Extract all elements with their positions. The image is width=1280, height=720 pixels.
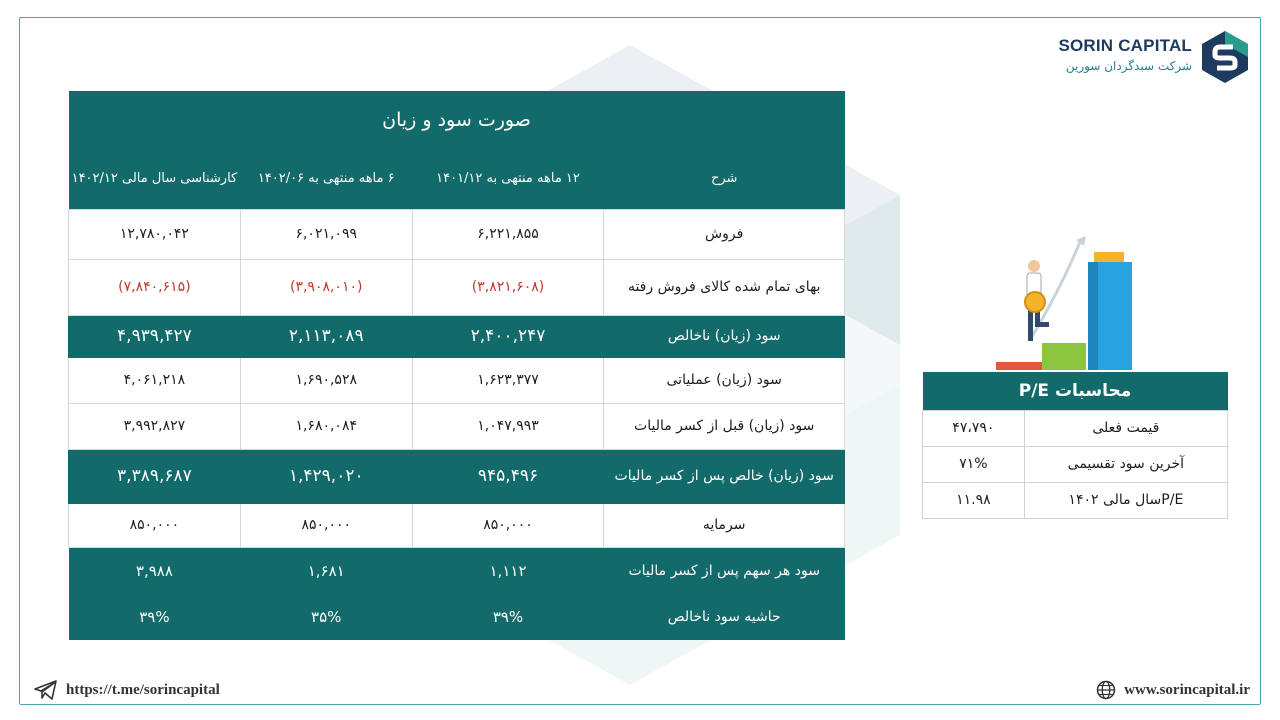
brand-subtitle: شرکت سبدگردان سورین bbox=[1065, 59, 1192, 73]
table-row-capital bbox=[69, 503, 845, 547]
row-value: ۱۲,۷۸۰,۰۴۲ bbox=[69, 209, 241, 259]
header-label: شرح bbox=[604, 148, 845, 209]
row-value: ۳۹% bbox=[69, 594, 241, 640]
row-value: ۱,۰۴۷,۹۹۳ bbox=[412, 403, 604, 449]
table-row-net-profit bbox=[69, 449, 845, 503]
row-value: ۹۴۵,۴۹۶ bbox=[412, 449, 604, 503]
row-value: ۸۵۰,۰۰۰ bbox=[412, 503, 604, 547]
row-value: ۴,۹۳۹,۴۲۷ bbox=[69, 315, 241, 357]
pe-calculation-table bbox=[922, 372, 1228, 519]
row-value: ۶,۰۲۱,۰۹۹ bbox=[240, 209, 412, 259]
table-row-operating-profit bbox=[69, 357, 845, 403]
row-label: فروش bbox=[604, 209, 845, 259]
row-value: ۸۵۰,۰۰۰ bbox=[69, 503, 241, 547]
row-label: سود (زیان) قبل از کسر مالیات bbox=[604, 403, 845, 449]
row-value: ۴,۰۶۱,۲۱۸ bbox=[69, 357, 241, 403]
row-value: ۸۵۰,۰۰۰ bbox=[240, 503, 412, 547]
row-value: ۳,۹۸۸ bbox=[69, 547, 241, 594]
pe-row-value: ۷۱% bbox=[923, 446, 1025, 482]
row-value: ۳۹% bbox=[412, 594, 604, 640]
pe-row-value: ۴۷،۷۹۰ bbox=[923, 410, 1025, 446]
hexagon-logo-icon bbox=[1200, 30, 1250, 84]
row-label: سرمایه bbox=[604, 503, 845, 547]
row-value: ۲,۴۰۰,۲۴۷ bbox=[412, 315, 604, 357]
income-statement-table bbox=[68, 91, 845, 640]
row-value: ۱,۱۱۲ bbox=[412, 547, 604, 594]
pe-row bbox=[923, 446, 1228, 482]
row-value: ۳,۹۹۲,۸۲۷ bbox=[69, 403, 241, 449]
website-url[interactable]: www.sorincapital.ir bbox=[1124, 681, 1250, 698]
row-value: ۱,۶۲۳,۳۷۷ bbox=[412, 357, 604, 403]
table-title: صورت سود و زیان bbox=[69, 91, 845, 148]
table-row-gross-profit bbox=[69, 315, 845, 357]
row-value-negative: (۳,۹۰۸,۰۱۰) bbox=[240, 259, 412, 315]
globe-icon bbox=[1096, 680, 1116, 700]
row-label: بهای تمام شده کالای فروش رفته bbox=[604, 259, 845, 315]
header-col2: ۶ ماهه منتهی به ۱۴۰۲/۰۶ bbox=[240, 148, 412, 209]
row-value-negative: (۳,۸۲۱,۶۰۸) bbox=[412, 259, 604, 315]
row-value: ۳,۳۸۹,۶۸۷ bbox=[69, 449, 241, 503]
pe-row-label: P/Eسال مالی ۱۴۰۲ bbox=[1024, 482, 1227, 518]
table-row-gross-margin bbox=[69, 594, 845, 640]
pe-table-title: محاسبات P/E bbox=[923, 372, 1228, 410]
table-row-pretax-profit bbox=[69, 403, 845, 449]
website-link[interactable] bbox=[1096, 680, 1250, 700]
brand-name: SORIN CAPITAL bbox=[1058, 36, 1192, 55]
header-col1: ۱۲ ماهه منتهی به ۱۴۰۱/۱۲ bbox=[412, 148, 604, 209]
row-value: ۱,۴۲۹,۰۲۰ bbox=[240, 449, 412, 503]
telegram-icon bbox=[34, 680, 58, 700]
pe-row-label: آخرین سود تقسیمی bbox=[1024, 446, 1227, 482]
telegram-url[interactable]: https://t.me/sorincapital bbox=[66, 681, 220, 698]
row-value: ۲,۱۱۳,۰۸۹ bbox=[240, 315, 412, 357]
pe-row-label: قیمت فعلی bbox=[1024, 410, 1227, 446]
row-label: سود (زیان) خالص پس از کسر مالیات bbox=[604, 449, 845, 503]
growth-illustration bbox=[990, 230, 1135, 372]
telegram-link[interactable] bbox=[34, 680, 220, 700]
company-logo bbox=[1060, 30, 1250, 84]
row-label: سود هر سهم پس از کسر مالیات bbox=[604, 547, 845, 594]
row-value: ۱,۶۸۰,۰۸۴ bbox=[240, 403, 412, 449]
pe-row bbox=[923, 482, 1228, 518]
header-col3: کارشناسی سال مالی ۱۴۰۲/۱۲ bbox=[69, 148, 241, 209]
pe-row-value: ۱۱.۹۸ bbox=[923, 482, 1025, 518]
table-row-cogs bbox=[69, 259, 845, 315]
row-value: ۳۵% bbox=[240, 594, 412, 640]
pe-row bbox=[923, 410, 1228, 446]
row-label: سود (زیان) ناخالص bbox=[604, 315, 845, 357]
row-value: ۱,۶۹۰,۵۲۸ bbox=[240, 357, 412, 403]
row-value-negative: (۷,۸۴۰,۶۱۵) bbox=[69, 259, 241, 315]
table-row-eps bbox=[69, 547, 845, 594]
row-value: ۶,۲۲۱,۸۵۵ bbox=[412, 209, 604, 259]
table-row-sales bbox=[69, 209, 845, 259]
row-value: ۱,۶۸۱ bbox=[240, 547, 412, 594]
row-label: سود (زیان) عملیاتی bbox=[604, 357, 845, 403]
row-label: حاشیه سود ناخالص bbox=[604, 594, 845, 640]
